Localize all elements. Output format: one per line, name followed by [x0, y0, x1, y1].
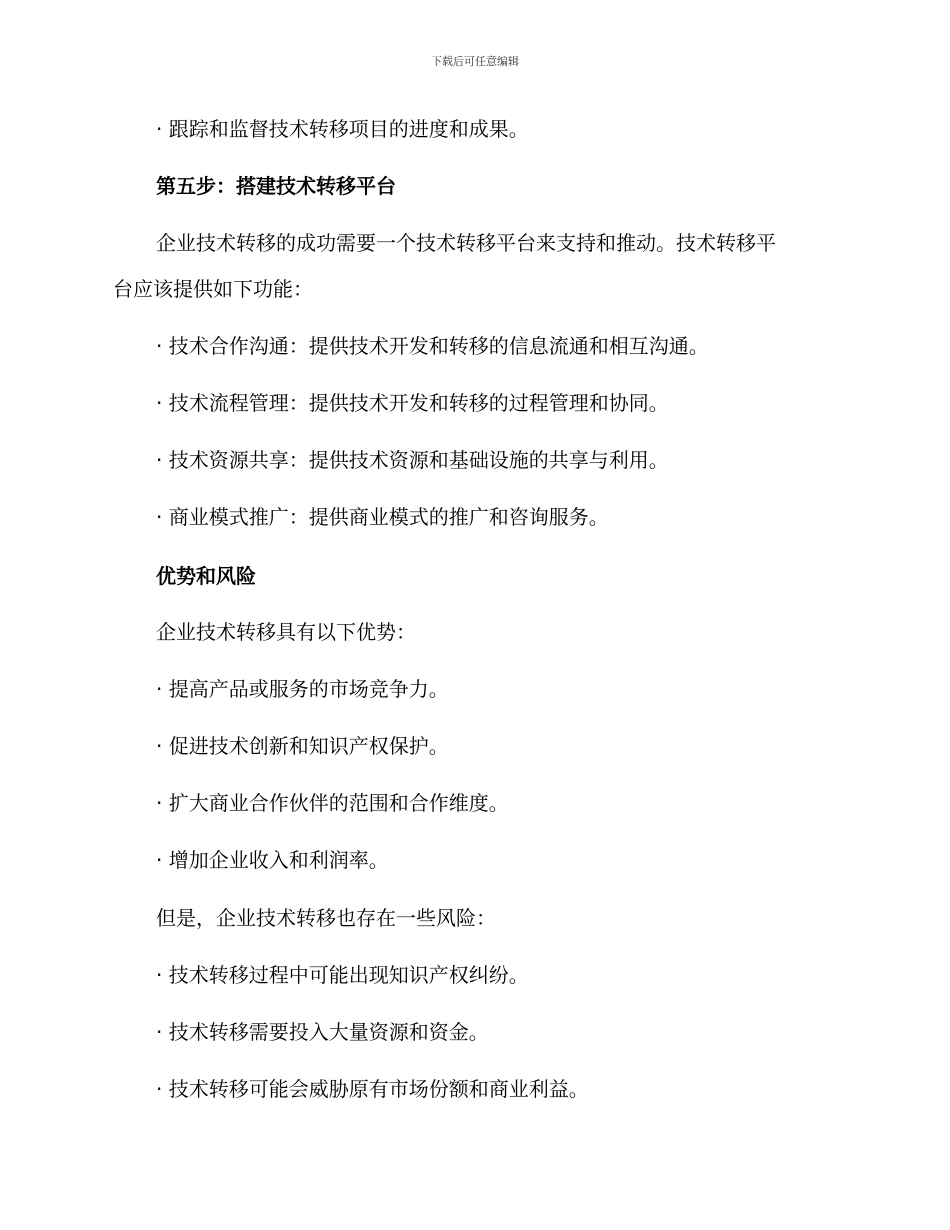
paragraph-platform-line2: 台应该提供如下功能： [113, 277, 313, 301]
bullet-function-process: · 技术流程管理：提供技术开发和转移的过程管理和协同。 [156, 391, 669, 415]
page-header: 下载后可任意编辑 [431, 55, 519, 68]
section-heading-advantages-risks: 优势和风险 [156, 564, 256, 588]
bullet-function-communication: · 技术合作沟通：提供技术开发和转移的信息流通和相互沟通。 [156, 334, 709, 358]
paragraph-risks-intro: 但是，企业技术转移也存在一些风险： [156, 906, 496, 930]
paragraph-advantages-intro: 企业技术转移具有以下优势： [156, 620, 416, 644]
bullet-advantage-innovation: · 促进技术创新和知识产权保护。 [156, 734, 449, 758]
bullet-advantage-competitiveness: · 提高产品或服务的市场竞争力。 [156, 677, 449, 701]
bullet-risk-market-share: · 技术转移可能会威胁原有市场份额和商业利益。 [156, 1077, 589, 1101]
section-heading-step5: 第五步：搭建技术转移平台 [156, 174, 396, 198]
paragraph-platform-line1: 企业技术转移的成功需要一个技术转移平台来支持和推动。技术转移平 [156, 231, 776, 255]
bullet-advantage-partners: · 扩大商业合作伙伴的范围和合作维度。 [156, 791, 509, 815]
bullet-advantage-revenue: · 增加企业收入和利润率。 [156, 848, 389, 872]
bullet-risk-ip-dispute: · 技术转移过程中可能出现知识产权纠纷。 [156, 963, 529, 987]
bullet-risk-investment: · 技术转移需要投入大量资源和资金。 [156, 1020, 489, 1044]
bullet-function-business-model: · 商业模式推广：提供商业模式的推广和咨询服务。 [156, 505, 609, 529]
bullet-function-resources: · 技术资源共享：提供技术资源和基础设施的共享与利用。 [156, 448, 669, 472]
bullet-track-progress: · 跟踪和监督技术转移项目的进度和成果。 [156, 117, 529, 141]
